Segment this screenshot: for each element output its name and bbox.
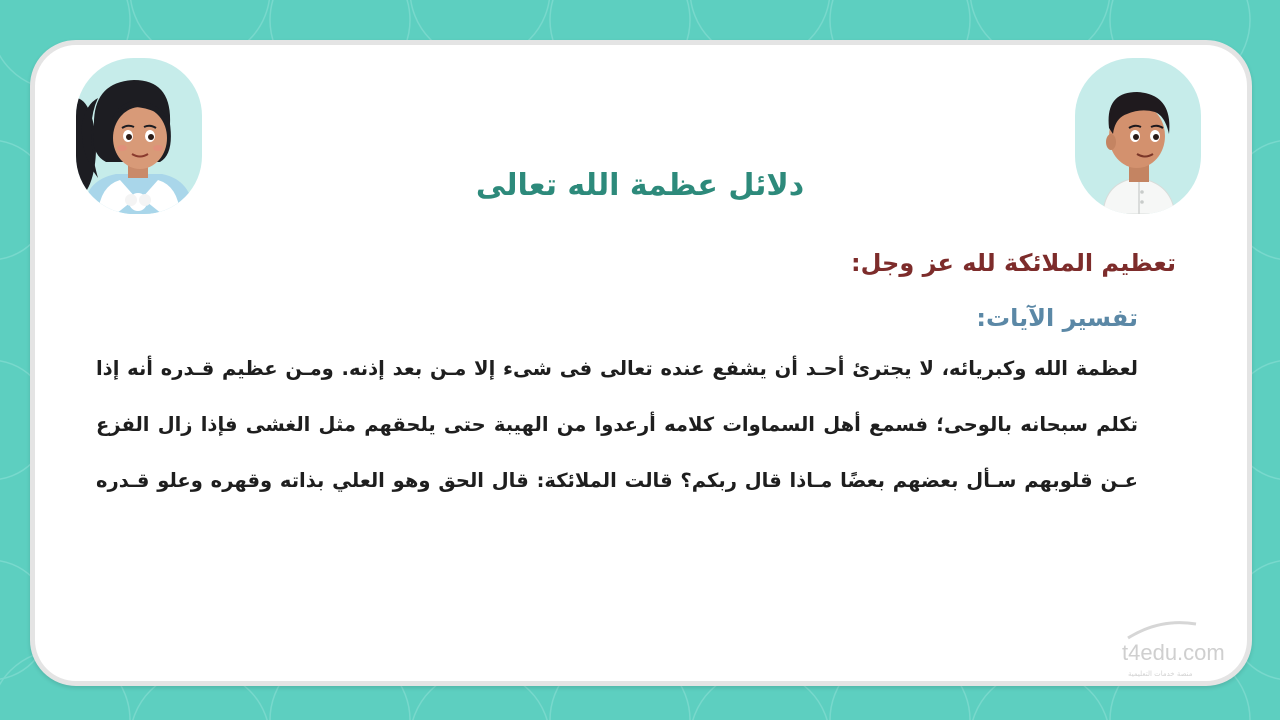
paragraph-line: لعظمة الله وكبريائه، لا يجترئ أحـد أن يشفع عنده تعالى فى شىء إلا مـن بعد إذنه. ومـن عظيم قـدره أنه إذا <box>96 357 1138 380</box>
page-title: دلائل عظمة الله تعالى <box>475 168 805 203</box>
paragraph-line: تكلم سبحانه بالوحى؛ فسمع أهل السماوات كلامه أرعدوا من الهيبة حتى يلحقهم مثل الغشى فإذا زال الفزع <box>96 413 1138 436</box>
watermark-text: t4edu.com <box>1122 640 1225 665</box>
tafsir-paragraph <box>96 352 1138 520</box>
subheading: تفسير الآيات: <box>976 304 1138 332</box>
paragraph-line: عـن قلوبهم سـأل بعضهم بعضًا مـاذا قال ربكم؟ قالت الملائكة: قال الحق وهو العلي بذاته وقهره وعلو قـدره <box>96 469 1138 492</box>
watermark-logo <box>1120 612 1240 682</box>
section-heading: تعظيم الملائكة لله عز وجل: <box>851 249 1176 277</box>
watermark-subtext: منصة خدمات التعليمية <box>1128 670 1193 678</box>
